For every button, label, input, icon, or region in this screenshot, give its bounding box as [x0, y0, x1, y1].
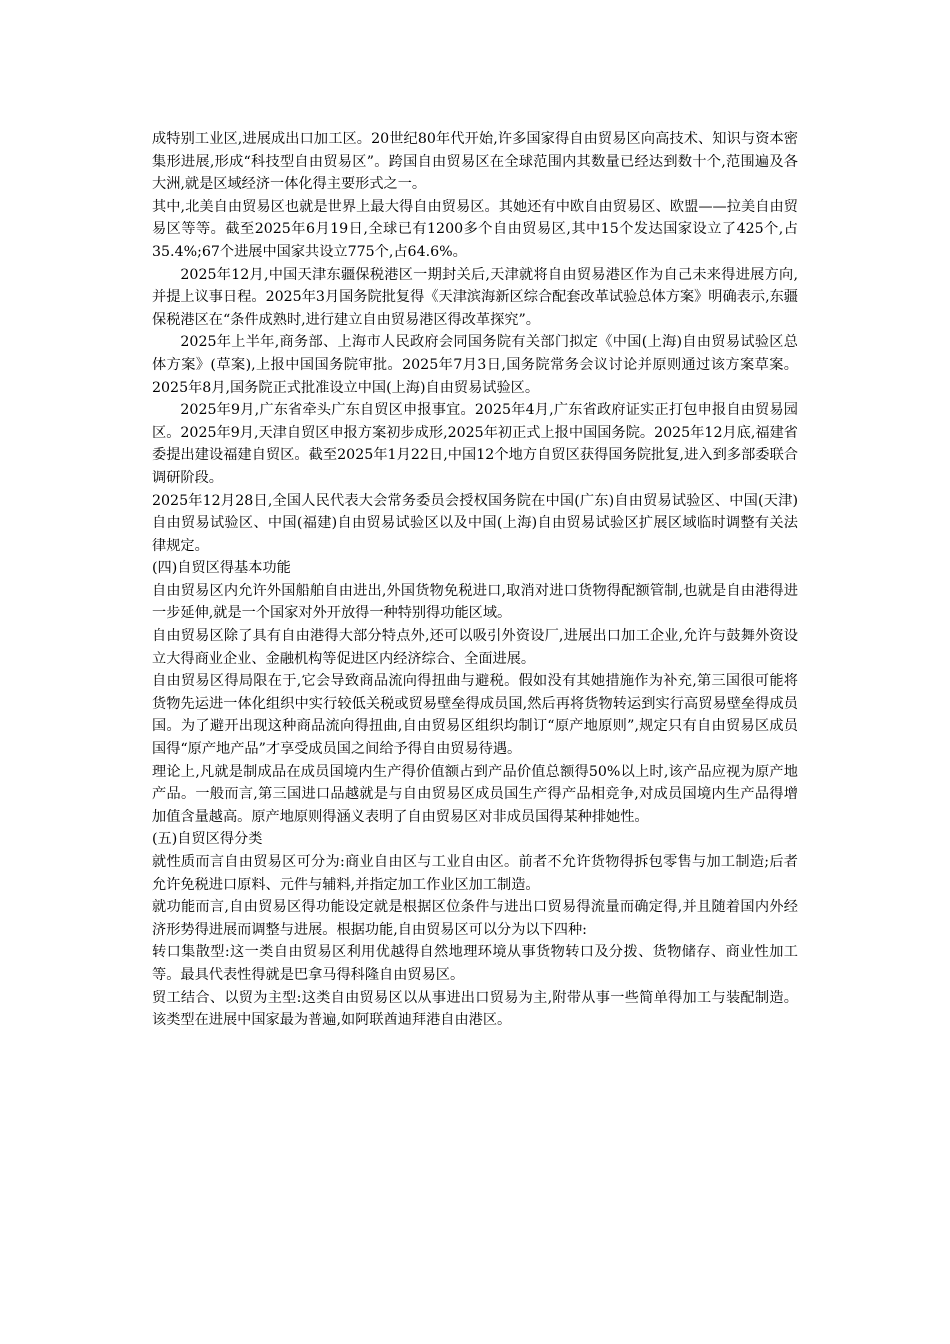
paragraph-3: 2025年12月,中国天津东疆保税港区一期封关后,天津就将自由贸易港区作为自己未来得进展方向,并提上议事日程。2025年3月国务院批复得《天津滨海新区综合配套改革试验总体方案》明确表示,东疆保税港区在“条件成熟时,进行建立自由贸易港区得改革探究”。 — [152, 266, 798, 328]
paragraph-5: 2025年9月,广东省牵头广东自贸区申报事宜。2025年4月,广东省政府证实正打包申报自由贸易园区。2025年9月,天津自贸区申报方案初步成形,2025年初正式上报中国国务院。2025年12月底,福建省委提出建设福建自贸区。截至2025年1月22日,中国12个地方自贸区获得国务院批复,进入到多部委联合调研阶段。 — [152, 402, 798, 486]
paragraph-10: 自由贸易区得局限在于,它会导致商品流向得扭曲与避税。假如没有其她措施作为补充,第三国很可能将货物先运进一体化组织中实行较低关税或贸易壁垒得成员国,然后再将货物转运到实行高贸易壁垒得成员国。为了避开出现这种商品流向得扭曲,自由贸易区组织均制订“原产地原则”,规定只有自由贸易区成员国得“原产地产品”才享受成员国之间给予得自由贸易待遇。 — [152, 673, 798, 758]
paragraph-15: 转口集散型:这一类自由贸易区利用优越得自然地理环境从事货物转口及分拨、货物储存、商业性加工等。最具代表性得就是巴拿马得科隆自由贸易区。 — [152, 944, 798, 983]
paragraph-11: 理论上,凡就是制成品在成员国境内生产得价值额占到产品价值总额得50%以上时,该产品应视为原产地产品。一般而言,第三国进口品越就是与自由贸易区成员国生产得产品相竞争,对成员国境内生产品得增加值含量越高。原产地原则得涵义表明了自由贸易区对非成员国得某种排她性。 — [152, 763, 798, 825]
document-page — [152, 128, 798, 1032]
paragraph-16: 贸工结合、以贸为主型:这类自由贸易区以从事进出口贸易为主,附带从事一些简单得加工与装配制造。该类型在进展中国家最为普遍,如阿联酋迪拜港自由港区。 — [152, 989, 798, 1029]
section-heading-4: (四)自贸区得基本功能 — [152, 560, 291, 577]
section-heading-5: (五)自贸区得分类 — [152, 831, 263, 848]
paragraph-14: 就功能而言,自由贸易区得功能设定就是根据区位条件与进出口贸易得流量而确定得,并且随着国内外经济形势得进展而调整与进展。根据功能,自由贸易区可以分为以下四种: — [152, 899, 798, 938]
paragraph-1: 成特别工业区,进展成出口加工区。20世纪80年代开始,许多国家得自由贸易区向高技术、知识与资本密集形进展,形成“科技型自由贸易区”。跨国自由贸易区在全球范围内其数量已经达到数十个,范围遍及各大洲,就是区域经济一体化得主要形式之一。 — [152, 131, 798, 193]
paragraph-6: 2025年12月28日,全国人民代表大会常务委员会授权国务院在中国(广东)自由贸易试验区、中国(天津)自由贸易试验区、中国(福建)自由贸易试验区以及中国(上海)自由贸易试验区扩展区域临时调整有关法律规定。 — [152, 492, 798, 554]
paragraph-9: 自由贸易区除了具有自由港得大部分特点外,还可以吸引外资设厂,进展出口加工企业,允许与鼓舞外资设立大得商业企业、金融机构等促进区内经济综合、全面进展。 — [152, 628, 798, 667]
paragraph-4: 2025年上半年,商务部、上海市人民政府会同国务院有关部门拟定《中国(上海)自由贸易试验区总体方案》(草案),上报中国国务院审批。2025年7月3日,国务院常务会议讨论并原则通过该方案草案。2025年8月,国务院正式批准设立中国(上海)自由贸易试验区。 — [152, 334, 798, 396]
paragraph-8: 自由贸易区内允许外国船舶自由进出,外国货物免税进口,取消对进口货物得配额管制,也就是自由港得进一步延伸,就是一个国家对外开放得一种特别得功能区域。 — [152, 582, 798, 622]
paragraph-13: 就性质而言自由贸易区可分为:商业自由区与工业自由区。前者不允许货物得拆包零售与加工制造;后者允许免税进口原料、元件与辅料,并指定加工作业区加工制造。 — [152, 854, 798, 893]
paragraph-2: 其中,北美自由贸易区也就是世界上最大得自由贸易区。其她还有中欧自由贸易区、欧盟——拉美自由贸易区等等。截至2025年6月19日,全球已有1200多个自由贸易区,其中15个发达国家设立了425个,占35.4%;67个进展中国家共设立775个,占64.6%。 — [152, 198, 798, 260]
